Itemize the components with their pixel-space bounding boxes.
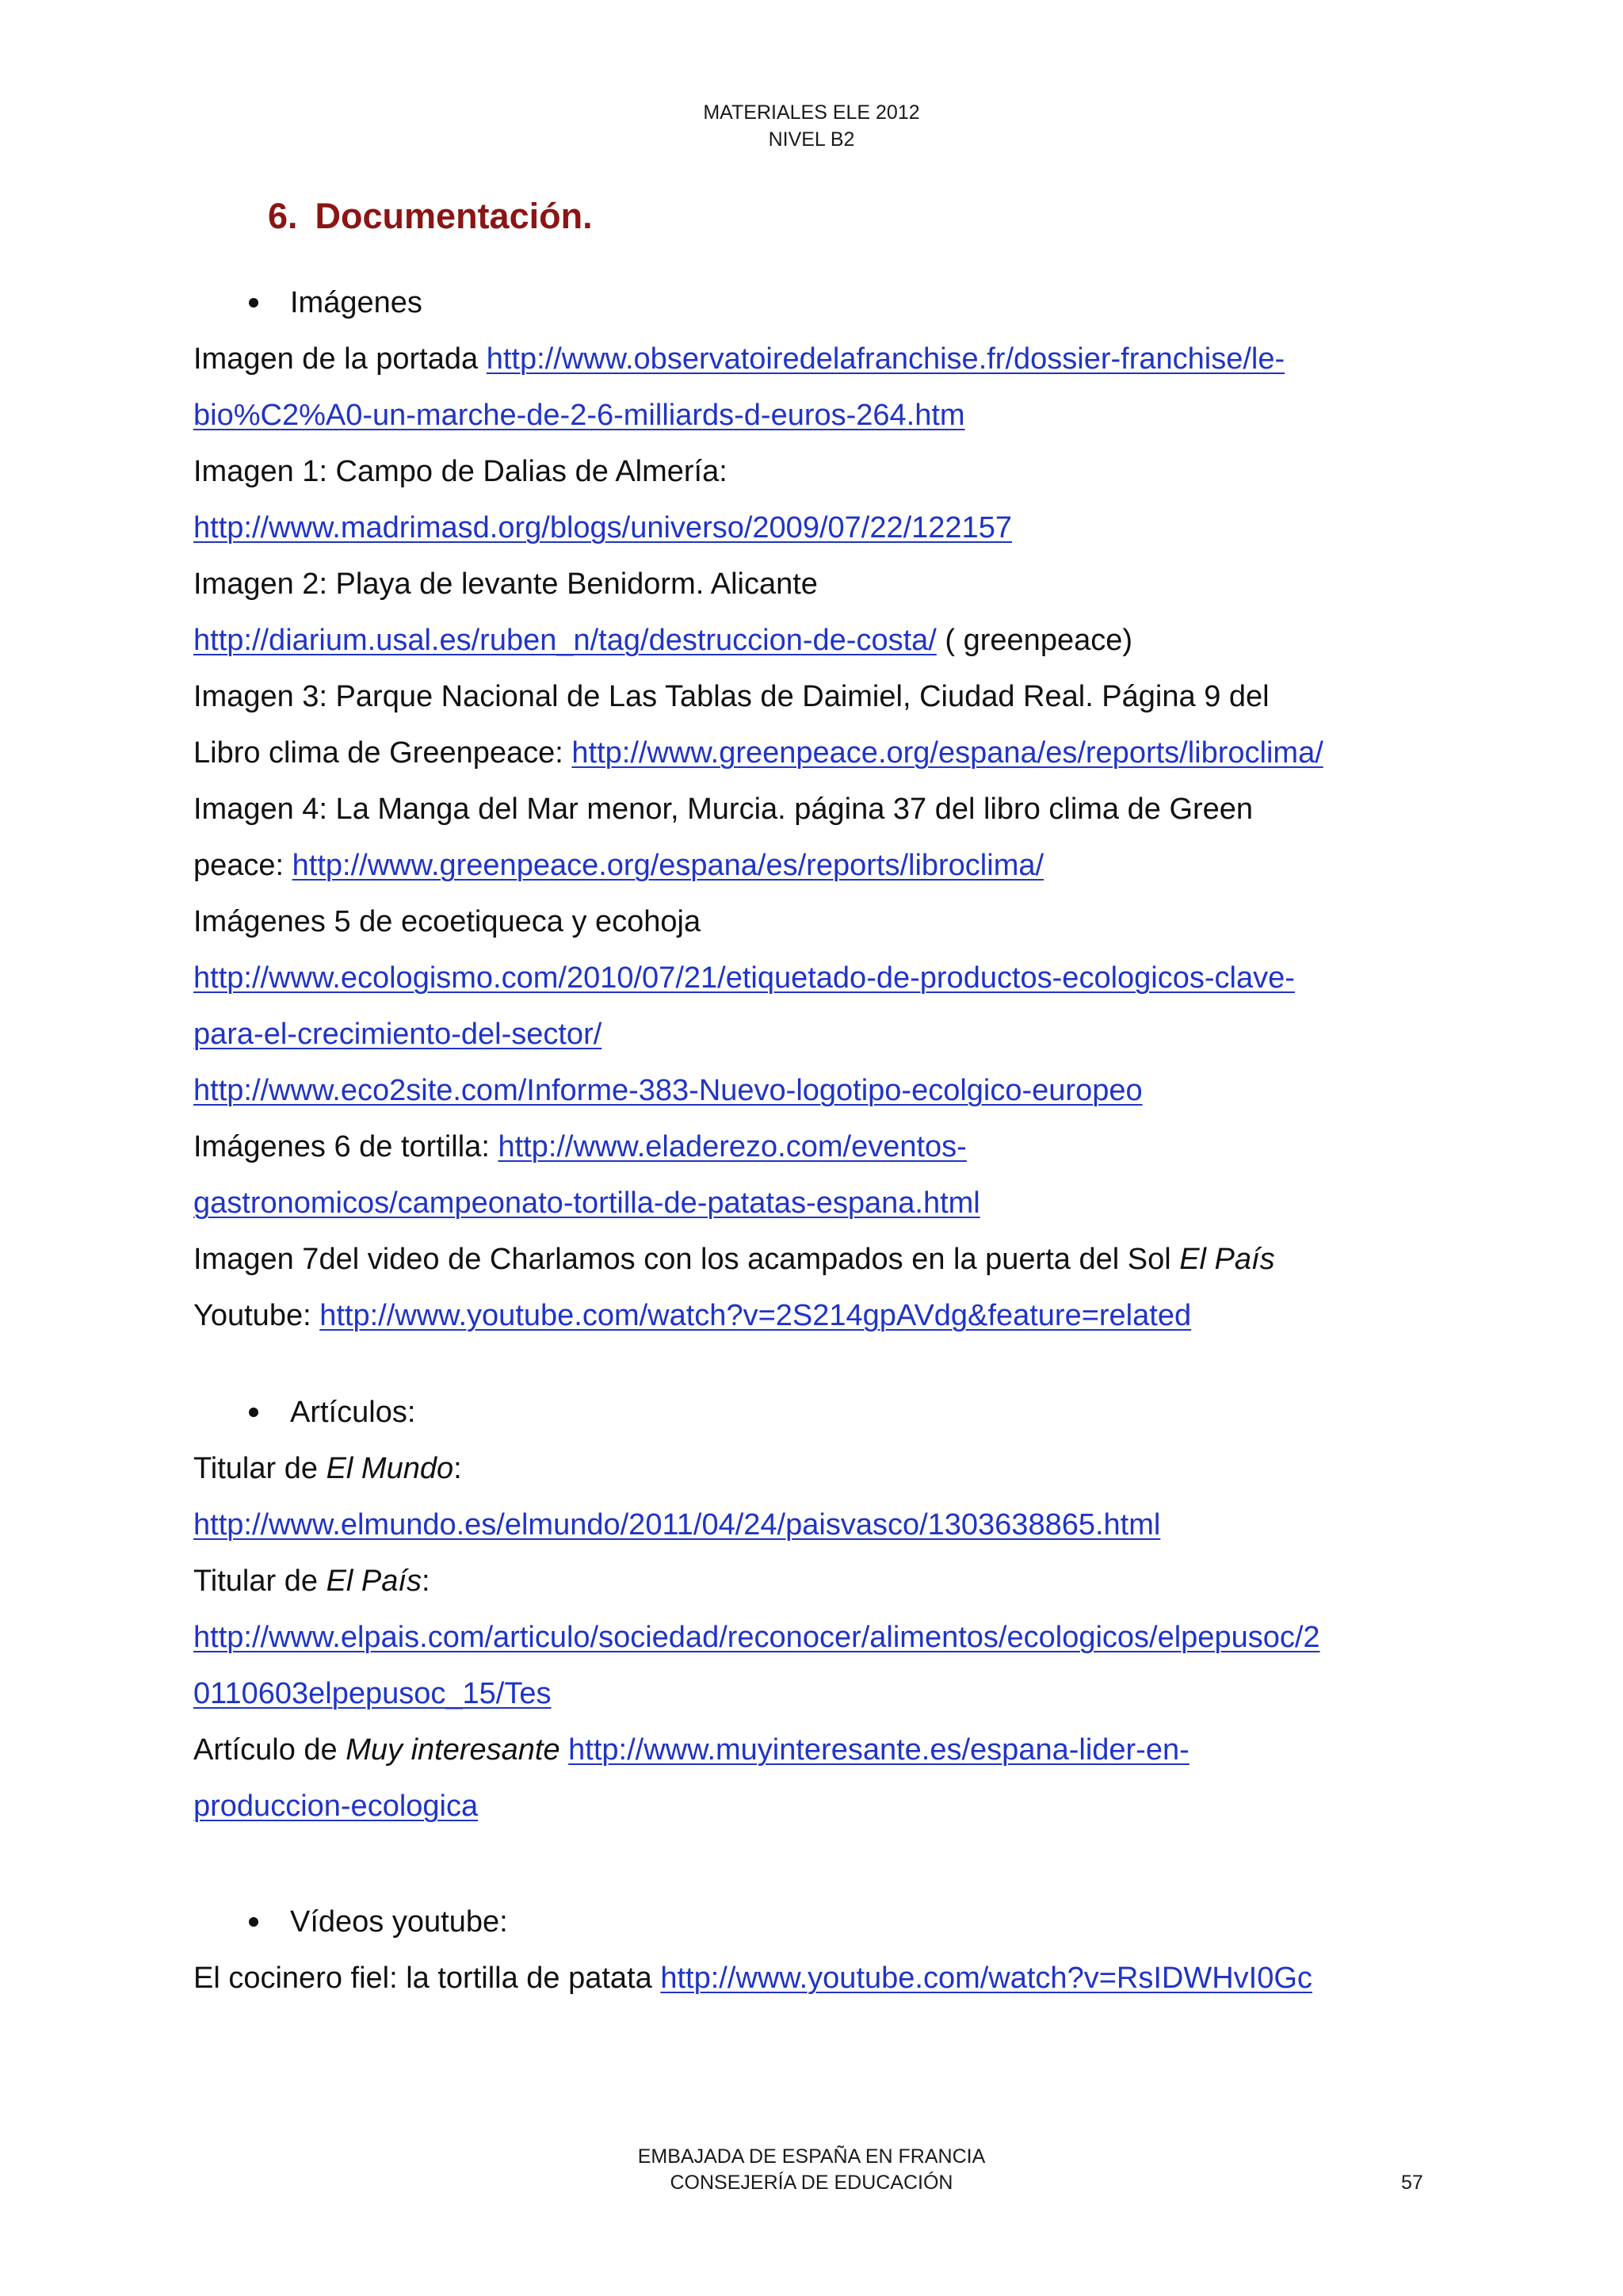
bullet-heading: Imágenes — [290, 286, 422, 319]
text-line — [193, 331, 1477, 388]
reference-link[interactable]: produccion-ecologica — [193, 1790, 479, 1823]
text-segment: Imagen 4: La Manga del Mar menor, Murcia. página 37 del libro clima de Green — [193, 793, 1254, 826]
text-line — [193, 1778, 1477, 1835]
document-body — [193, 275, 1477, 2007]
header-title: MATERIALES ELE 2012 — [703, 101, 920, 124]
text-line — [193, 500, 1477, 556]
text-segment: Youtube: — [193, 1299, 320, 1332]
publication-title: Muy interesante — [346, 1733, 560, 1767]
text-line — [193, 1722, 1477, 1778]
section-number: 6. — [268, 196, 298, 236]
text-segment: Titular de — [193, 1452, 327, 1485]
text-line — [193, 1063, 1477, 1119]
reference-link[interactable]: http://www.eladerezo.com/eventos- — [498, 1130, 967, 1163]
text-segment: peace: — [193, 849, 292, 882]
bullet-icon — [249, 1917, 258, 1927]
reference-link[interactable]: http://www.observatoiredelafranchise.fr/dossier-franchise/le- — [486, 342, 1285, 376]
text-line — [193, 613, 1477, 669]
text-line — [193, 1441, 1477, 1497]
text-segment — [560, 1733, 569, 1767]
text-line — [193, 1666, 1477, 1722]
publication-title: El Mundo — [326, 1452, 454, 1485]
text-line — [193, 1950, 1477, 2007]
reference-link[interactable]: http://www.muyinteresante.es/espana-lider-en- — [568, 1733, 1190, 1767]
text-segment: El cocinero fiel: la tortilla de patata — [193, 1962, 661, 1995]
videos-section — [193, 1894, 1477, 2007]
text-segment: Imagen 3: Parque Nacional de Las Tablas de Daimiel, Ciudad Real. Página 9 del — [193, 680, 1270, 713]
reference-link[interactable]: http://www.youtube.com/watch?v=2S214gpAVdg&feature=related — [319, 1299, 1192, 1332]
text-line — [193, 894, 1477, 950]
text-line — [193, 1553, 1477, 1610]
publication-title: El País — [1179, 1243, 1275, 1276]
reference-link[interactable]: http://www.greenpeace.org/espana/es/reports/libroclima/ — [571, 736, 1323, 770]
text-line — [193, 950, 1477, 1007]
text-segment: Libro clima de Greenpeace: — [193, 736, 572, 770]
reference-link[interactable]: http://www.elpais.com/articulo/sociedad/reconocer/alimentos/ecologicos/elpepusoc/2 — [193, 1621, 1320, 1654]
reference-link[interactable]: http://diarium.usal.es/ruben_n/tag/destruccion-de-costa/ — [193, 624, 937, 657]
page-header — [0, 99, 1623, 153]
reference-link[interactable]: gastronomicos/campeonato-tortilla-de-patatas-espana.html — [193, 1186, 980, 1220]
text-line — [193, 781, 1477, 838]
text-segment: Imágenes 5 de ecoetiqueca y ecohoja — [193, 905, 701, 938]
text-segment: Artículo de — [193, 1733, 346, 1767]
page-number: 57 — [1401, 2172, 1423, 2194]
reference-link[interactable]: bio%C2%A0-un-marche-de-2-6-milliards-d-euros-264.htm — [193, 399, 965, 432]
section-title: Documentación. — [315, 196, 593, 236]
section-heading — [268, 194, 593, 239]
text-segment: Imagen 7del video de Charlamos con los acampados en la puerta del Sol — [193, 1243, 1180, 1276]
text-line — [193, 669, 1477, 725]
text-line — [193, 725, 1477, 781]
articles-section — [193, 1385, 1477, 1835]
text-line — [193, 556, 1477, 613]
bullet-heading: Artículos: — [290, 1396, 416, 1429]
text-line — [193, 1610, 1477, 1666]
text-segment: : — [421, 1564, 430, 1598]
publication-title: El País — [326, 1564, 422, 1598]
text-line — [193, 1232, 1477, 1288]
text-segment: : — [453, 1452, 462, 1485]
text-segment: Imagen 1: Campo de Dalias de Almería: — [193, 455, 727, 488]
reference-link[interactable]: http://www.elmundo.es/elmundo/2011/04/24/paisvasco/1303638865.html — [193, 1508, 1161, 1541]
reference-link[interactable]: 0110603elpepusoc_15/Tes — [193, 1677, 552, 1710]
text-line — [193, 838, 1477, 894]
text-segment: Imagen de la portada — [193, 342, 487, 376]
text-segment: Titular de — [193, 1564, 327, 1598]
text-line — [193, 1007, 1477, 1063]
text-line — [193, 1175, 1477, 1232]
header-level: NIVEL B2 — [768, 128, 855, 151]
reference-link[interactable]: http://www.greenpeace.org/espana/es/reports/libroclima/ — [292, 849, 1044, 882]
reference-link[interactable]: http://www.madrimasd.org/blogs/universo/2009/07/22/122157 — [193, 511, 1012, 544]
text-segment: ( greenpeace) — [936, 624, 1133, 657]
reference-link[interactable]: http://www.youtube.com/watch?v=RsIDWHvI0Gc — [660, 1962, 1312, 1995]
reference-link[interactable]: para-el-crecimiento-del-sector/ — [193, 1018, 602, 1051]
text-line — [193, 1288, 1477, 1344]
text-segment: Imágenes 6 de tortilla: — [193, 1130, 498, 1163]
bullet-item — [193, 275, 1477, 331]
reference-link[interactable]: http://www.eco2site.com/Informe-383-Nuevo-logotipo-ecolgico-europeo — [193, 1074, 1143, 1107]
footer-embassy: EMBAJADA DE ESPAÑA EN FRANCIA — [637, 2145, 986, 2168]
text-line — [193, 1497, 1477, 1553]
text-line — [193, 1119, 1477, 1175]
text-line — [193, 388, 1477, 444]
bullet-heading: Vídeos youtube: — [290, 1905, 508, 1939]
images-section — [193, 275, 1477, 1344]
footer-department: CONSEJERÍA DE EDUCACIÓN — [670, 2172, 953, 2194]
page-footer — [0, 2144, 1623, 2196]
text-segment: Imagen 2: Playa de levante Benidorm. Alicante — [193, 567, 818, 601]
bullet-item — [193, 1385, 1477, 1441]
bullet-icon — [249, 298, 258, 308]
bullet-item — [193, 1894, 1477, 1950]
bullet-icon — [249, 1408, 258, 1417]
reference-link[interactable]: http://www.ecologismo.com/2010/07/21/etiquetado-de-productos-ecologicos-clave- — [193, 961, 1295, 995]
text-line — [193, 444, 1477, 500]
